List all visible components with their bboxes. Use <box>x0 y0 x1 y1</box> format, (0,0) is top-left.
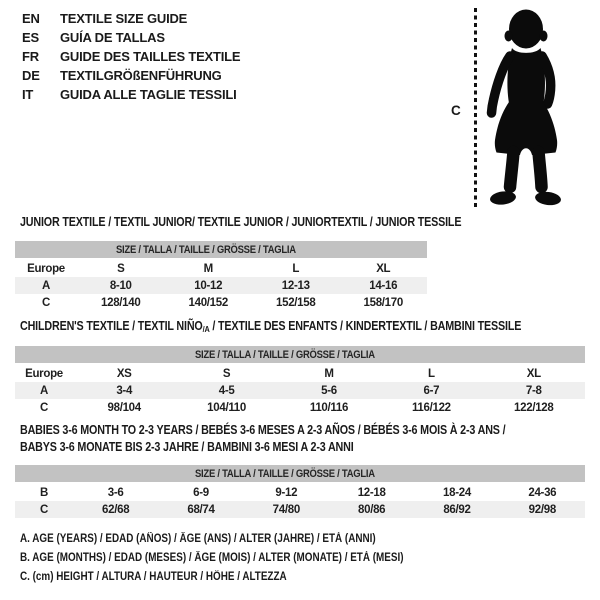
table-row <box>15 382 585 399</box>
row-label: Europe <box>27 262 65 275</box>
table-cell: 7-8 <box>525 384 542 397</box>
size-header-text: SIZE / TALLA / TAILLE / GRÖSSE / TAGLIA <box>116 243 297 256</box>
footnote-a-text: A. AGE (YEARS) / EDAD (AÑOS) / ÂGE (ANS) / ALTER (JAHRE) / ETÀ (ANNI) <box>20 533 376 545</box>
table-cell: XL <box>376 262 391 275</box>
lang-label: TEXTILGRÖßENFÜHRUNG <box>60 68 222 83</box>
table-row <box>15 399 585 416</box>
babies-table-title-line2: BABYS 3-6 MONATE BIS 2-3 JAHRE / BAMBINI 3-6 MESI A 2-3 ANNI <box>20 440 354 454</box>
table-cell: 14-16 <box>369 279 398 292</box>
footnotes <box>20 530 466 587</box>
table-cell: 110/116 <box>309 401 349 414</box>
legend-row-es <box>22 28 240 47</box>
table-cell: 12-18 <box>357 486 386 499</box>
lang-code: IT <box>22 87 34 102</box>
table-row <box>15 259 427 277</box>
size-header <box>15 465 585 483</box>
table-cell: S <box>222 367 231 380</box>
lang-label: GUÍA DE TALLAS <box>60 30 165 45</box>
junior-table-title-text: JUNIOR TEXTILE / TEXTIL JUNIOR/ TEXTILE JUNIOR / JUNIORTEXTIL / JUNIOR TESSILE <box>20 215 462 229</box>
table-cell: 3-4 <box>116 384 133 397</box>
size-header-text: SIZE / TALLA / TAILLE / GRÖSSE / TAGLIA <box>195 348 376 361</box>
footnote-a <box>20 530 466 549</box>
table-cell: M <box>324 367 334 380</box>
babies-size-table <box>15 465 585 518</box>
lang-label: GUIDE DES TAILLES TEXTILE <box>60 49 241 64</box>
footnote-b-text: B. AGE (MONTHS) / EDAD (MESES) / ÂGE (MOIS) / ALTER (MONATE) / ETÀ (MESI) <box>20 552 404 564</box>
table-cell: XS <box>116 367 132 380</box>
table-header-row <box>15 241 427 259</box>
table-header-row <box>15 465 585 483</box>
table-cell: 158/170 <box>363 296 403 309</box>
table-cell: 24-36 <box>528 486 557 499</box>
table-cell: 3-6 <box>107 486 124 499</box>
lang-code: DE <box>22 68 40 83</box>
row-label: A <box>41 279 50 292</box>
table-cell: 122/128 <box>514 401 554 414</box>
table-cell: 98/104 <box>107 401 141 414</box>
legend-row-de <box>22 66 240 85</box>
table-cell: 74/80 <box>272 503 300 516</box>
table-cell: 4-5 <box>218 384 235 397</box>
table-cell: 6-7 <box>423 384 440 397</box>
table-cell: 116/122 <box>411 401 451 414</box>
table-row <box>15 277 427 294</box>
table-cell: M <box>203 262 213 275</box>
table-cell: 62/68 <box>102 503 130 516</box>
table-cell: S <box>117 262 125 275</box>
lang-code: ES <box>22 30 39 45</box>
row-label: C <box>41 296 50 309</box>
lang-label: GUIDA ALLE TAGLIE TESSILI <box>60 87 237 102</box>
table-cell: L <box>428 367 435 380</box>
row-label: Europe <box>25 367 63 380</box>
table-cell: 86/92 <box>443 503 471 516</box>
legend-row-it <box>22 85 240 104</box>
lang-label: TEXTILE SIZE GUIDE <box>60 11 188 26</box>
title-part: CHILDREN'S TEXTILE / TEXTIL NIÑO <box>20 319 203 333</box>
table-cell: L <box>292 262 300 275</box>
table-cell: XL <box>526 367 541 380</box>
children-table-title-text <box>20 319 521 334</box>
lang-code: FR <box>22 49 39 64</box>
table-row <box>15 483 585 501</box>
height-measure-label: C <box>451 103 461 118</box>
title-subscript: /A <box>202 324 210 334</box>
toddler-silhouette-icon <box>480 4 572 208</box>
table-cell: 10-12 <box>194 279 223 292</box>
table-cell: 80/86 <box>358 503 386 516</box>
table-cell: 8-10 <box>109 279 132 292</box>
height-dashed-line <box>474 8 477 208</box>
footnote-c-text: C. (cm) HEIGHT / ALTURA / HAUTEUR / HÖHE / ALTEZZA <box>20 571 287 583</box>
table-row <box>15 294 427 311</box>
lang-code: EN <box>22 11 40 26</box>
table-cell: 9-12 <box>275 486 298 499</box>
children-size-table <box>15 346 585 416</box>
table-cell: 140/152 <box>188 296 228 309</box>
table-cell: 92/98 <box>528 503 556 516</box>
children-table-title <box>20 319 600 334</box>
junior-size-table <box>15 241 427 311</box>
row-label: C <box>39 401 48 414</box>
row-label: B <box>39 486 48 499</box>
babies-table-title-line1: BABIES 3-6 MONTH TO 2-3 YEARS / BEBÉS 3-6 MESES A 2-3 AÑOS / BÉBÉS 3-6 MOIS À 2-3 ANS / <box>20 423 506 437</box>
legend-row-fr <box>22 47 240 66</box>
title-part: / TEXTILE DES ENFANTS / KINDERTEXTIL / BAMBINI TESSILE <box>209 319 522 333</box>
table-cell: 18-24 <box>443 486 471 499</box>
size-header <box>15 346 585 364</box>
table-cell: 68/74 <box>187 503 215 516</box>
table-cell: 6-9 <box>193 486 209 499</box>
table-row <box>15 364 585 382</box>
legend-row-en <box>22 9 240 28</box>
table-cell: 128/140 <box>101 296 141 309</box>
row-label: A <box>39 384 48 397</box>
table-cell: 12-13 <box>281 279 310 292</box>
row-label: C <box>39 503 48 516</box>
junior-table-title <box>20 215 533 229</box>
footnote-c <box>20 568 466 587</box>
size-header-text: SIZE / TALLA / TAILLE / GRÖSSE / TAGLIA <box>195 467 376 480</box>
language-legend <box>22 9 240 104</box>
table-row <box>15 501 585 518</box>
babies-table-title <box>20 422 584 456</box>
table-cell: 5-6 <box>321 384 337 397</box>
table-cell: 152/158 <box>276 296 316 309</box>
size-header <box>15 241 427 259</box>
table-header-row <box>15 346 585 364</box>
table-cell: 104/110 <box>207 401 246 414</box>
footnote-b <box>20 549 466 568</box>
